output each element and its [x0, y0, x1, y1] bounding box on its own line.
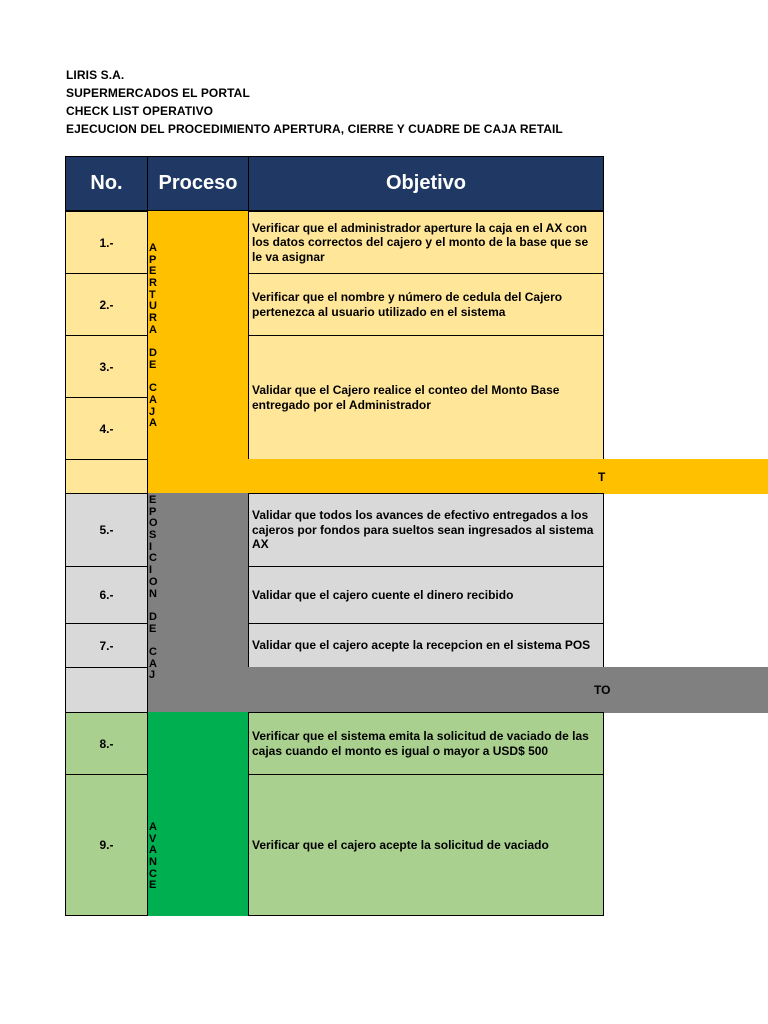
total-row-number	[65, 667, 148, 713]
process-letter: P	[149, 505, 157, 518]
process-letter: I	[149, 564, 153, 577]
document-type: CHECK LIST OPERATIVO	[66, 104, 214, 118]
row-number: 8.-	[65, 712, 148, 775]
process-letter: I	[149, 540, 153, 553]
process-letter: V	[149, 832, 157, 845]
process-letter: O	[149, 517, 158, 530]
process-letter: C	[149, 867, 157, 880]
process-letter: O	[149, 575, 158, 588]
row-number: 7.-	[65, 623, 148, 668]
process-letter: A	[149, 242, 157, 254]
process-letter: A	[149, 821, 157, 833]
objective-text: Validar que todos los avances de efectivo entregados a los cajeros por fondos para sueltos sean ingresados al sistema AX	[252, 508, 594, 552]
document-header	[66, 66, 563, 138]
process-letter: R	[149, 312, 157, 325]
objective-text: Verificar que el administrador aperture la caja en el AX con los datos correctos del cajero y el monto de la base que se le va asignar	[252, 220, 589, 264]
process-letter: E	[149, 265, 157, 278]
row-number: 5.-	[65, 493, 148, 567]
process-letter: A	[149, 844, 157, 857]
objective-text: Validar que el cajero cuente el dinero recibido	[252, 587, 514, 602]
process-letter: E	[149, 879, 157, 892]
process-letter: N	[149, 856, 157, 869]
process-letter: S	[149, 529, 157, 542]
row-objective	[248, 623, 604, 668]
row-number: 4.-	[65, 397, 148, 460]
process-letter: A	[149, 323, 157, 336]
row-objective	[248, 712, 604, 775]
process-letter: U	[149, 300, 157, 313]
process-reposicion-de-caja	[147, 493, 249, 713]
company-name: LIRIS S.A.	[66, 68, 125, 82]
document-title: EJECUCION DEL PROCEDIMIENTO APERTURA, CIERRE Y CUADRE DE CAJA RETAIL	[66, 122, 563, 136]
process-letter: R	[149, 277, 157, 290]
row-objective	[248, 566, 604, 624]
process-letter: D	[149, 610, 157, 623]
process-letter: C	[149, 645, 157, 658]
row-objective	[248, 211, 604, 274]
total-row-reposicion: TO	[248, 667, 768, 713]
process-letter: N	[149, 587, 157, 600]
column-header-objective: Objetivo	[248, 156, 604, 211]
objective-text: Verificar que el sistema emita la solicitud de vaciado de las cajas cuando el monto es igual o mayor a USD$ 500	[252, 729, 589, 758]
total-row-number	[65, 459, 148, 494]
process-letter: T	[149, 288, 156, 301]
process-letter: J	[149, 405, 156, 418]
process-letter: E	[149, 358, 157, 371]
store-name: SUPERMERCADOS EL PORTAL	[66, 86, 250, 100]
process-letter: C	[149, 382, 157, 395]
column-header-process: Proceso	[147, 156, 249, 211]
process-letter: A	[149, 417, 157, 430]
process-letter: E	[149, 622, 157, 635]
objective-text: Verificar que el cajero acepte la solicitud de vaciado	[252, 837, 549, 852]
process-letter: E	[149, 494, 157, 506]
row-number: 2.-	[65, 273, 148, 336]
objective-text: Validar que el cajero acepte la recepcion en el sistema POS	[252, 638, 591, 653]
row-number: 1.-	[65, 211, 148, 274]
process-letter: P	[149, 253, 157, 266]
objective-text: Validar que el Cajero realice el conteo del Monto Base entregado por el Administrador	[252, 383, 560, 412]
process-letter: J	[149, 669, 156, 682]
row-number: 3.-	[65, 335, 148, 398]
process-apertura-de-caja	[147, 211, 249, 493]
column-header-no: No.	[65, 156, 148, 211]
process-letter: D	[149, 347, 157, 360]
row-number: 6.-	[65, 566, 148, 624]
process-letter: A	[149, 393, 157, 406]
objective-text: Verificar que el nombre y número de cedula del Cajero pertenezca al usuario utilizado en el sistema	[252, 290, 563, 319]
row-number: 9.-	[65, 774, 148, 916]
process-letter: A	[149, 657, 157, 670]
row-objective	[248, 493, 604, 567]
total-row-apertura: T	[248, 459, 768, 494]
row-objective	[248, 774, 604, 916]
process-avance	[147, 712, 249, 916]
row-objective	[248, 273, 604, 336]
process-letter: C	[149, 552, 157, 565]
row-objective	[248, 335, 604, 460]
